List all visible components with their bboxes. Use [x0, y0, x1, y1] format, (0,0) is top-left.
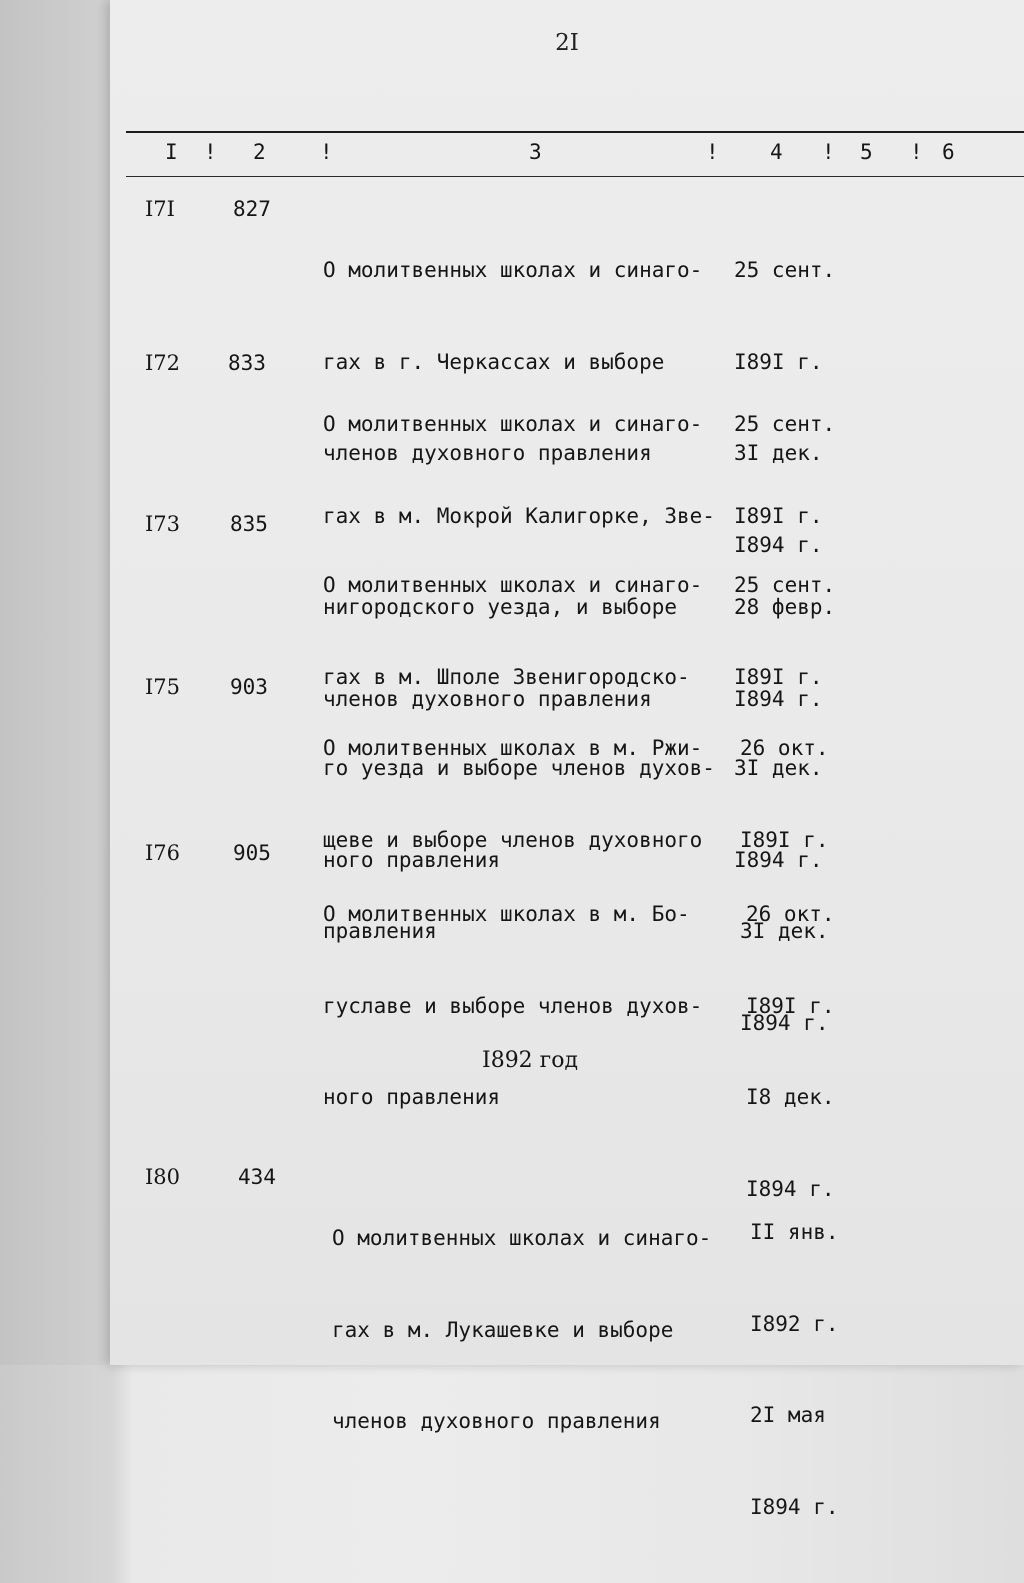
- description-line: щеве и выборе членов духовного: [323, 827, 703, 852]
- date-line: I89I г.: [734, 503, 823, 528]
- date-line: I894 г.: [746, 1176, 835, 1201]
- description-line: ного правления: [323, 847, 501, 872]
- date-line: I892 г.: [750, 1311, 839, 1336]
- description-line: гах в м. Шполе Звенигородско-: [323, 664, 690, 689]
- date-line: I894 г.: [740, 1010, 829, 1035]
- entry-file-number: 434: [238, 1165, 276, 1189]
- description-line: О молитвенных школах и синаго-: [323, 573, 703, 597]
- description-line: гах в г. Черкассах и выборе: [323, 349, 665, 374]
- date-line: 25 сент.: [734, 258, 836, 282]
- date-line: 25 сент.: [734, 573, 836, 597]
- column-header-4: 4: [770, 140, 783, 164]
- date-line: I894 г.: [734, 532, 823, 557]
- description-line: О молитвенных школах и синаго-: [332, 1226, 712, 1250]
- entry-number: I72: [145, 351, 181, 375]
- date-line: I894 г.: [734, 847, 823, 872]
- column-header-1: I: [165, 140, 178, 164]
- date-line: 28 февр.: [734, 595, 836, 619]
- description-line: О молитвенных школах в м. Ржи-: [323, 736, 703, 760]
- page-number: 2I: [555, 30, 579, 56]
- date-line: II янв.: [750, 1220, 839, 1244]
- column-separator: !: [706, 140, 719, 164]
- date-line: I894 г.: [734, 686, 823, 711]
- date-line: 26 окт.: [740, 736, 829, 760]
- date-line: I89I г.: [734, 664, 823, 689]
- description-line: О молитвенных школах в м. Бо-: [323, 902, 690, 926]
- date-line: I89I г.: [740, 827, 829, 852]
- description-line: гах в м. Лукашевке и выборе: [332, 1317, 674, 1342]
- description-line: членов духовного правления: [332, 1409, 661, 1433]
- date-line: 3I дек.: [734, 756, 823, 780]
- entry-file-number: 833: [228, 351, 266, 375]
- date-line: 2I мая: [750, 1403, 826, 1427]
- entry-number: I73: [145, 512, 181, 536]
- date-line: 3I дек.: [740, 919, 829, 943]
- entry-file-number: 827: [233, 197, 271, 221]
- document-page: [110, 0, 1024, 1519]
- description-line: О молитвенных школах и синаго-: [323, 258, 703, 282]
- header-rule-top: [126, 131, 1024, 133]
- column-header-6: 6: [942, 140, 955, 164]
- entry-number: I80: [145, 1165, 181, 1189]
- column-separator: !: [320, 140, 333, 164]
- year-heading: I892 год: [482, 1048, 578, 1073]
- column-separator: !: [910, 140, 923, 164]
- description-line: ного правления: [323, 1085, 501, 1109]
- header-rule-bottom: [126, 176, 1024, 177]
- entry-file-number: 835: [230, 512, 268, 536]
- date-line: I89I г.: [746, 993, 835, 1018]
- entry-file-number: 905: [233, 841, 271, 865]
- date-line: 3I дек.: [734, 441, 823, 465]
- date-line: I89I г.: [734, 349, 823, 374]
- date-line: 26 окт.: [746, 902, 835, 926]
- description-line: правления: [323, 919, 437, 943]
- entry-file-number: 903: [230, 675, 268, 699]
- date-line: 25 сент.: [734, 412, 836, 436]
- description-line: членов духовного правления: [323, 441, 652, 465]
- column-separator: !: [822, 140, 835, 164]
- column-header-3: 3: [529, 140, 542, 164]
- entry-number: I76: [145, 841, 181, 865]
- date-line: I8 дек.: [746, 1085, 835, 1109]
- column-header-5: 5: [860, 140, 873, 164]
- description-line: нигородского уезда, и выборе: [323, 595, 678, 619]
- description-line: гуславе и выборе членов духов-: [323, 993, 703, 1018]
- entry-dates: [750, 1156, 839, 1583]
- entry-number: I75: [145, 675, 181, 699]
- description-line: го уезда и выборе членов духов-: [323, 756, 715, 780]
- description-line: членов духовного правления: [323, 686, 652, 711]
- entry-number: I7I: [145, 197, 175, 221]
- description-line: гах в м. Мокрой Калигорке, Зве-: [323, 503, 715, 528]
- column-separator: !: [204, 140, 217, 164]
- date-line: I894 г.: [750, 1494, 839, 1519]
- description-line: О молитвенных школах и синаго-: [323, 412, 703, 436]
- previous-page-edge: [0, 0, 125, 1365]
- entry-description: [332, 1162, 711, 1498]
- entry-description: [323, 838, 702, 1174]
- column-header-2: 2: [253, 140, 266, 164]
